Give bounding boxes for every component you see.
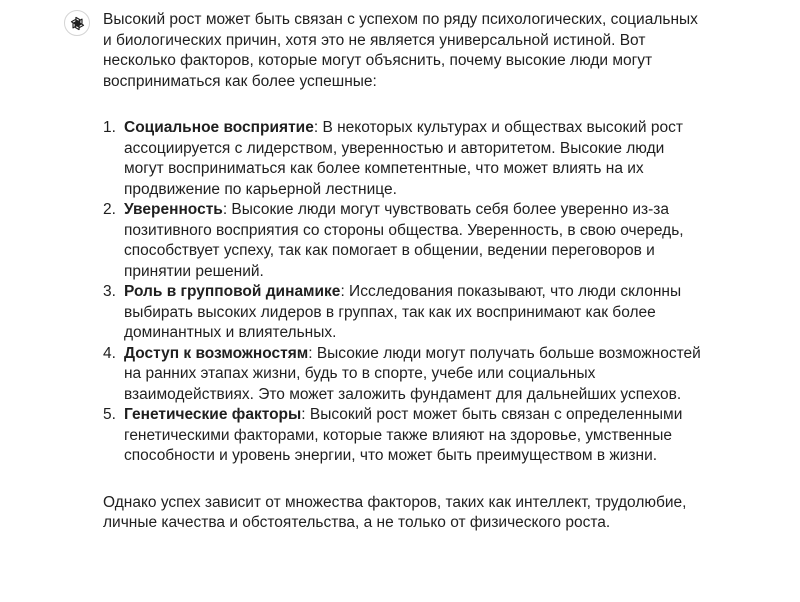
list-item (103, 200, 703, 282)
list-item-text: : В некоторых культурах и обществах высокий рост ассоциируется с лидерством, уверенностью и авторитетом. Высокие люди могут восприниматься как более компетентные, что может влиять на их продвижение по карьерной лестнице. (124, 119, 683, 198)
list-item-text: : Высокий рост может быть связан с определенными генетическими факторами, которые также влияют на здоровье, умственные способности и уровень энергии, что может быть преимуществом в жизни. (124, 406, 683, 464)
list-item-title: Социальное восприятие (124, 119, 314, 136)
message-outro: Однако успех зависит от множества факторов, таких как интеллект, трудолюбие, личные качества и обстоятельства, а не только от физического роста. (103, 493, 687, 531)
list-item-title: Роль в групповой динамике (124, 283, 341, 300)
assistant-message (103, 10, 703, 534)
list-item-title: Доступ к возможностям (124, 344, 309, 362)
list-item-number: 5. (103, 406, 116, 423)
list-item-number: 1. (103, 119, 116, 136)
message-intro: Высокий рост может быть связан с успехом по ряду психологических, социальных и биологических причин, хотя это не является универсальной истиной. Вот несколько факторов, которые могут объяснить, почему высокие люди могут восприниматься как более успешные: (103, 11, 698, 90)
list-item (103, 118, 703, 200)
list-item (103, 282, 703, 344)
list-item (103, 344, 703, 406)
list-item-text: : Высокие люди могут получать больше возможностей на ранних этапах жизни, будь то в спорте, учебе или социальных взаимодействиях. Это может заложить фундамент для дальнейших успехов. (124, 344, 701, 403)
assistant-avatar (64, 10, 90, 36)
list-item-number: 2. (103, 201, 116, 218)
list-item (103, 405, 703, 467)
openai-logo-icon (69, 15, 86, 32)
list-item-text: : Высокие люди могут чувствовать себя более уверенно из-за позитивного восприятия со стороны общества. Уверенность, в свою очередь, способствует успеху, так как помогает в общении, ведении переговоров и принятии решений. (124, 201, 684, 280)
factors-list (103, 118, 703, 467)
list-item-title: Генетические факторы (124, 406, 302, 423)
list-item-number: 3. (103, 283, 116, 300)
list-item-text: : Исследования показывают, что люди склонны выбирать высоких лидеров в группах, так как их воспринимают как более доминантных и влиятельных. (124, 283, 682, 341)
list-item-number: 4. (103, 344, 116, 362)
list-item-title: Уверенность (124, 201, 223, 218)
